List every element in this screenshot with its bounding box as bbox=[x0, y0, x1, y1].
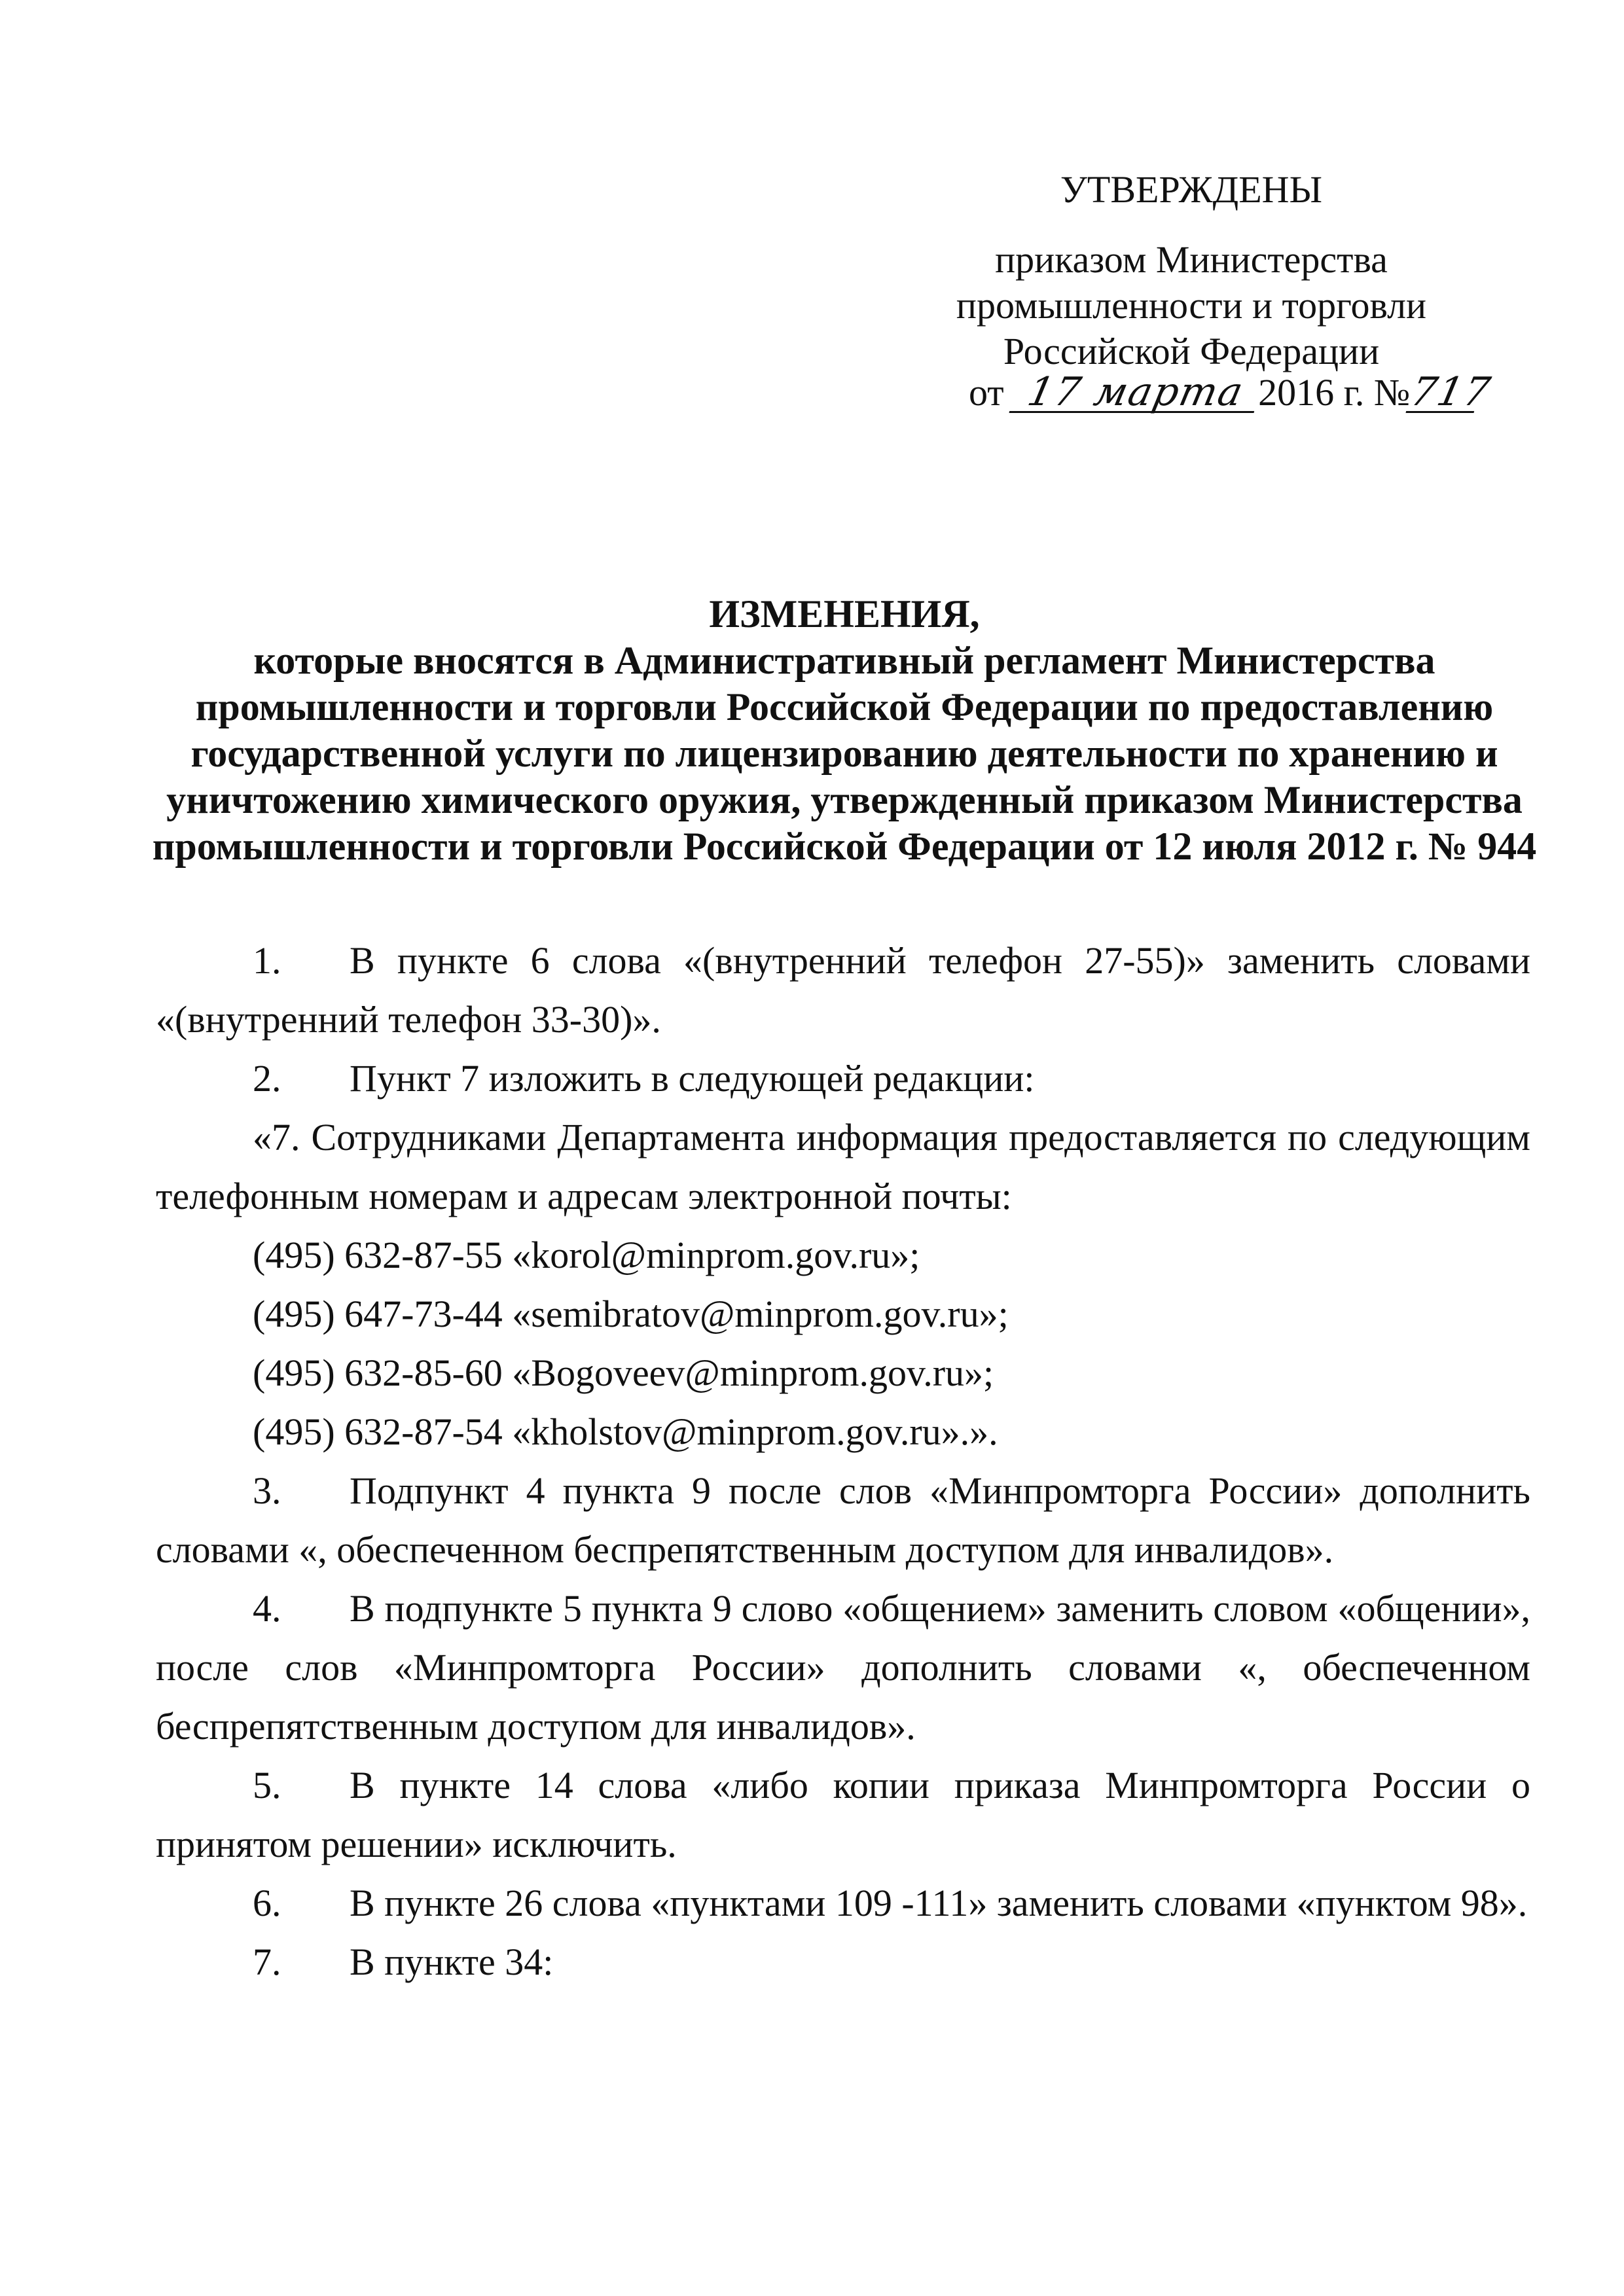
item-5-text-1: В пункте 14 слова «либо копии приказа Минпромторга России о bbox=[350, 1764, 1530, 1806]
item-2-text: Пункт 7 изложить в следующей редакции: bbox=[350, 1057, 1035, 1100]
approval-line-industry: промышленности и торговли bbox=[956, 284, 1427, 327]
item-4-line-2: после слов «Минпромторга России» дополнить словами «, обеспеченном bbox=[156, 1646, 1530, 1689]
item-2-number: 2. bbox=[253, 1057, 281, 1100]
date-prefix: от bbox=[969, 371, 1004, 414]
document-subtitle: которые вносятся в Административный регламент Министерства промышленности и торговли Российской Федерации по предоставлению государственной услуги по лицензированию деятельности по хранению и уничтожению химического оружия, утвержденный приказом Министерства промышленности и торговли Российской Федерации от 12 июля 2012 г. № 944 bbox=[152, 639, 1537, 868]
item-6-number: 6. bbox=[253, 1882, 281, 1924]
document-title: ИЗМЕНЕНИЯ, bbox=[709, 592, 980, 636]
item-1-line-1 bbox=[156, 937, 1530, 984]
item-4-number: 4. bbox=[253, 1587, 281, 1630]
item-4-line-3: беспрепятственным доступом для инвалидов». bbox=[156, 1705, 916, 1748]
item-3-number: 3. bbox=[253, 1469, 281, 1512]
item-5-line-2: принятом решении» исключить. bbox=[156, 1823, 677, 1865]
item-5-number: 5. bbox=[253, 1764, 281, 1806]
item-1-line-2: «(внутренний телефон 33-30)». bbox=[156, 998, 661, 1041]
item-3-line-1 bbox=[156, 1467, 1530, 1514]
item-3-line-2: словами «, обеспеченном беспрепятственным доступом для инвалидов». bbox=[156, 1528, 1334, 1571]
item-1-text-1: В пункте 6 слова «(внутренний телефон 27-55)» заменить словами bbox=[350, 939, 1530, 982]
approval-line-federation: Российской Федерации bbox=[1003, 330, 1380, 372]
phone-line-3: (495) 632-85-60 «Bogoveev@minprom.gov.ru»; bbox=[253, 1352, 994, 1394]
approval-date-line bbox=[969, 370, 1558, 416]
item-7 bbox=[156, 1939, 1530, 1985]
approved-heading: УТВЕРЖДЕНЫ bbox=[1060, 168, 1323, 211]
phone-line-4: (495) 632-87-54 «kholstov@minprom.gov.ru».». bbox=[253, 1410, 998, 1453]
item-4-line-1 bbox=[156, 1585, 1530, 1632]
item-2 bbox=[156, 1055, 1530, 1102]
item-6 bbox=[156, 1880, 1530, 1926]
phone-line-2: (495) 647-73-44 «semibratov@minprom.gov.ru»; bbox=[253, 1293, 1009, 1335]
handwritten-order-number: 717 bbox=[1407, 369, 1496, 415]
handwritten-date: 17 марта bbox=[1009, 373, 1263, 413]
item-6-text: В пункте 26 слова «пунктами 109 -111» заменить словами «пунктом 98». bbox=[350, 1882, 1528, 1924]
item-1-number: 1. bbox=[253, 939, 281, 982]
item-7-text: В пункте 34: bbox=[350, 1941, 554, 1983]
item-3-text-1: Подпункт 4 пункта 9 после слов «Минпромторга России» дополнить bbox=[350, 1469, 1530, 1512]
phone-line-1: (495) 632-87-55 «korol@minprom.gov.ru»; bbox=[253, 1234, 920, 1276]
approval-line-ministry: приказом Министерства bbox=[995, 238, 1388, 281]
item-7-number: 7. bbox=[253, 1941, 281, 1983]
year-and-number-label: 2016 г. № bbox=[1258, 371, 1411, 414]
quote-line-2: телефонным номерам и адресам электронной почты: bbox=[156, 1175, 1012, 1217]
item-5-line-1 bbox=[156, 1762, 1530, 1808]
item-4-text-1: В подпункте 5 пункта 9 слово «общением» заменить словом «общении», bbox=[350, 1587, 1530, 1630]
quote-line-1: «7. Сотрудниками Департамента информация предоставляется по следующим bbox=[253, 1116, 1530, 1158]
